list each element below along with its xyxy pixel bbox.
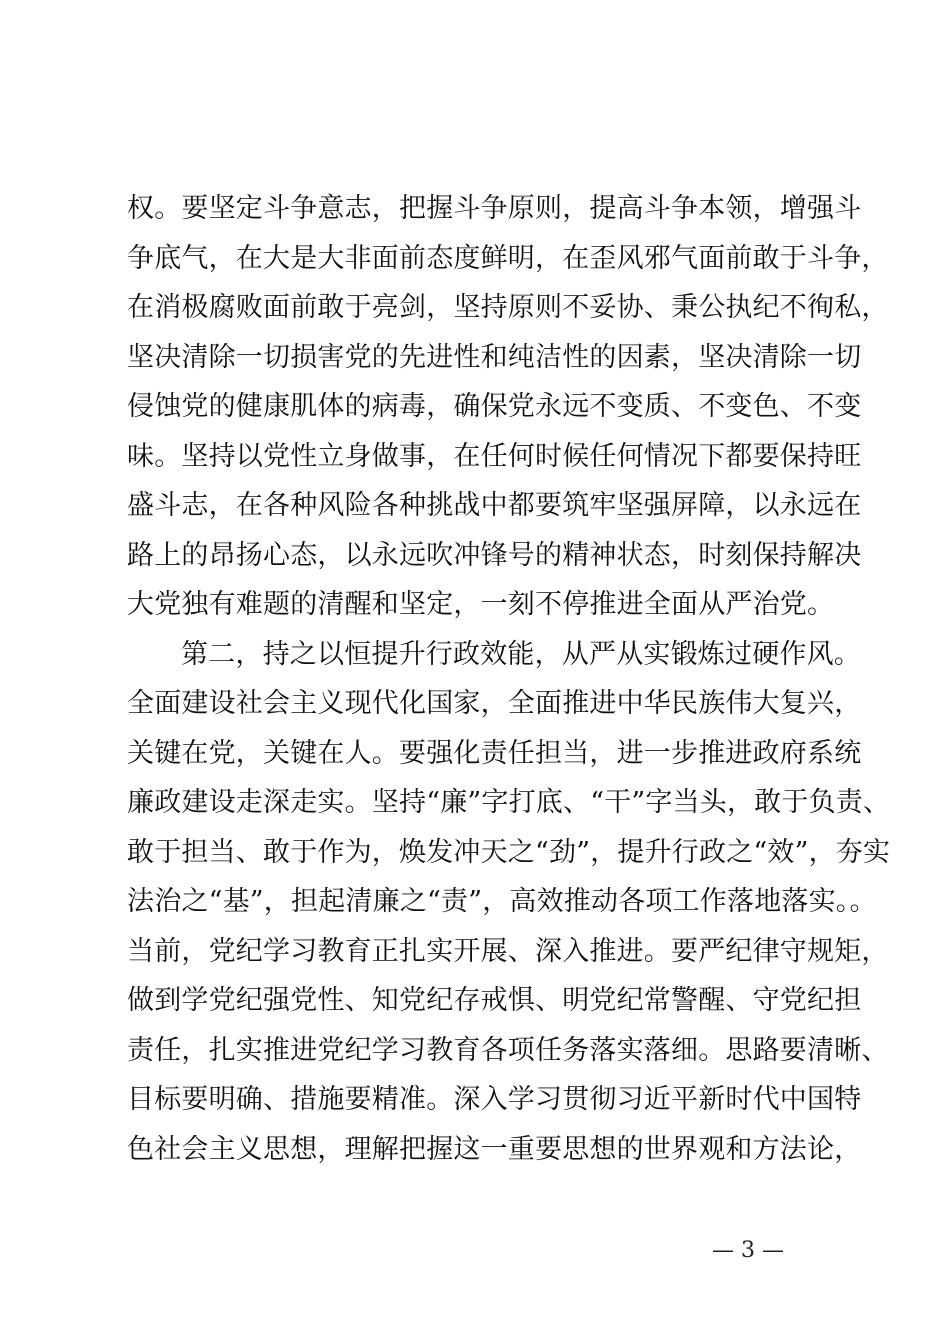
- body-text: [127, 184, 891, 1174]
- text-line: 目标要明确、措施要精准。深入学习贯彻习近平新时代中国特: [127, 1084, 862, 1115]
- text-line: 味。坚持以党性立身做事，在任何时候任何情况下都要保持旺: [127, 440, 862, 472]
- text-line: 在消极腐败面前敢于亮剑，坚持原则不妥协、秉公执纪不徇私，: [127, 292, 889, 323]
- text-line: 当前，党纪学习教育正扎实开展、深入推进。要严纪律守规矩，: [127, 935, 889, 967]
- text-line: 侵蚀党的健康肌体的病毒，确保党永远不变质、不变色、不变: [127, 391, 862, 422]
- page-number: — 3 —: [712, 1238, 784, 1263]
- text-line: 路上的昂扬心态，以永远吹冲锋号的精神状态，时刻保持解决: [127, 539, 862, 571]
- text-line: 关键在党，关键在人。要强化责任担当，进一步推进政府系统: [127, 737, 862, 769]
- text-line: 坚决清除一切损害党的先进性和纯洁性的因素，坚决清除一切: [127, 341, 862, 373]
- text-line: 敢于担当、敢于作为，焕发冲天之“劲”，提升行政之“效”，夯实: [127, 836, 891, 868]
- text-line: 做到学党纪强党性、知党纪存戒惧、明党纪常警醒、守党纪担: [127, 985, 862, 1016]
- paragraph-heading-line: 第二，持之以恒提升行政效能，从严从实锻炼过硬作风。: [181, 638, 861, 670]
- text-line: 争底气，在大是大非面前态度鲜明，在歪风邪气面前敢于斗争，: [127, 242, 889, 274]
- text-line: 廉政建设走深走实。坚持“廉”字打底、“干”字当头，敢于负责、: [127, 787, 891, 818]
- text-line: 色社会主义思想，理解把握这一重要思想的世界观和方法论，: [127, 1133, 862, 1165]
- text-line: 大党独有难题的清醒和坚定，一刻不停推进全面从严治党。: [127, 589, 835, 620]
- text-line: 全面建设社会主义现代化国家，全面推进中华民族伟大复兴，: [127, 688, 862, 719]
- text-line: 法治之“基”，担起清廉之“责”，高效推动各项工作落地落实。。: [127, 886, 877, 917]
- text-line: 责任，扎实推进党纪学习教育各项任务落实落细。思路要清晰、: [127, 1034, 889, 1066]
- text-line: 盛斗志，在各种风险各种挑战中都要筑牢坚强屏障，以永远在: [127, 490, 862, 521]
- text-line: 权。要坚定斗争意志，把握斗争原则，提高斗争本领，增强斗: [127, 193, 862, 224]
